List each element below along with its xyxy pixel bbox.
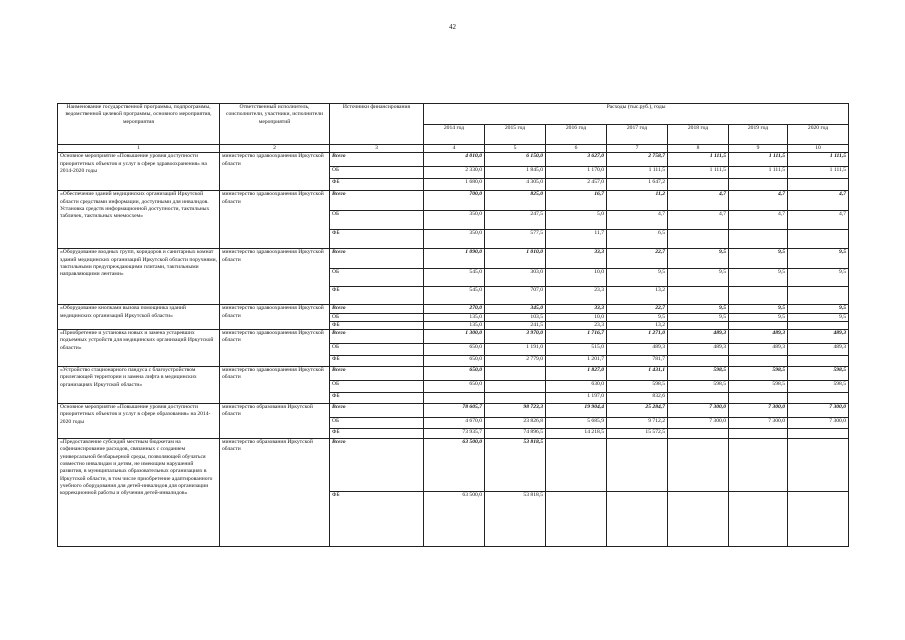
expense-value: 9,5 bbox=[607, 313, 668, 321]
expense-value bbox=[729, 321, 788, 329]
header-year: 2015 год bbox=[485, 125, 546, 145]
expense-value: 19 904,4 bbox=[546, 404, 607, 418]
expense-value: 1 716,7 bbox=[546, 330, 607, 344]
measure-executor: министерство образования Иркутской области bbox=[220, 439, 330, 547]
expense-value bbox=[485, 367, 546, 381]
column-index: 10 bbox=[788, 145, 849, 153]
expense-value bbox=[788, 321, 849, 329]
expense-value: 4 670,0 bbox=[424, 418, 485, 429]
funding-source: Всего bbox=[330, 330, 424, 344]
expense-value: 63 500,0 bbox=[424, 439, 485, 492]
column-index: 2 bbox=[220, 145, 330, 153]
expense-value: 489,3 bbox=[668, 344, 729, 356]
header-year: 2020 год bbox=[788, 125, 849, 145]
expense-value: 10,0 bbox=[546, 313, 607, 321]
header-year: 2019 год bbox=[729, 125, 788, 145]
expense-value: 4,7 bbox=[668, 211, 729, 230]
expense-value bbox=[668, 439, 729, 492]
expense-value: 650,0 bbox=[424, 344, 485, 356]
column-index: 7 bbox=[607, 145, 668, 153]
expense-value: 489,3 bbox=[607, 344, 668, 356]
expense-value: 1 111,5 bbox=[607, 167, 668, 179]
expense-value: 598,5 bbox=[788, 367, 849, 381]
expense-value: 3 970,0 bbox=[485, 330, 546, 344]
funding-source: ФБ bbox=[330, 287, 424, 305]
expense-value: 598,5 bbox=[607, 381, 668, 393]
expense-value: 33,3 bbox=[546, 305, 607, 313]
table-row bbox=[58, 404, 849, 418]
expense-value: 832,6 bbox=[607, 393, 668, 404]
expense-value: 103,5 bbox=[485, 313, 546, 321]
expense-value bbox=[668, 179, 729, 191]
expense-value: 4,7 bbox=[788, 191, 849, 211]
expense-value: 11,2 bbox=[607, 191, 668, 211]
funding-source: Всего bbox=[330, 404, 424, 418]
expense-value bbox=[729, 356, 788, 367]
expense-value bbox=[668, 287, 729, 305]
expense-value: 707,0 bbox=[485, 287, 546, 305]
funding-source: ФБ bbox=[330, 321, 424, 329]
header-year: 2016 год bbox=[546, 125, 607, 145]
expense-value bbox=[668, 321, 729, 329]
expense-value: 2 758,7 bbox=[607, 153, 668, 167]
expense-value: 1 010,0 bbox=[485, 249, 546, 269]
expense-value: 4,7 bbox=[788, 211, 849, 230]
funding-source: ФБ bbox=[330, 492, 424, 547]
expense-value: 9,5 bbox=[729, 249, 788, 269]
expense-value bbox=[729, 287, 788, 305]
expense-value: 577,5 bbox=[485, 230, 546, 249]
funding-source: ФБ bbox=[330, 429, 424, 439]
expense-value: 23,3 bbox=[546, 287, 607, 305]
expense-value: 23 826,8 bbox=[485, 418, 546, 429]
expense-value bbox=[788, 287, 849, 305]
expense-value: 1 271,0 bbox=[607, 330, 668, 344]
measure-executor: министерство здравоохранения Иркутской области bbox=[220, 249, 330, 305]
column-index: 9 bbox=[729, 145, 788, 153]
expense-value: 650,0 bbox=[424, 356, 485, 367]
expense-value: 9,5 bbox=[788, 269, 849, 287]
expense-value: 489,3 bbox=[668, 330, 729, 344]
expense-value: 303,0 bbox=[485, 269, 546, 287]
expense-value: 1 431,1 bbox=[607, 367, 668, 381]
expense-value: 98 723,3 bbox=[485, 404, 546, 418]
expense-value: 350,0 bbox=[424, 230, 485, 249]
expense-value: 6 150,0 bbox=[485, 153, 546, 167]
measure-name: «Обеспечение зданий медицинских организаций Иркутской области средствами информации, доступными для инвалидов. Установка средств информационной доступности, тактильных табличек, тактильных мнемосхем» bbox=[58, 191, 220, 249]
expense-value: 22,7 bbox=[607, 305, 668, 313]
expense-value: 598,5 bbox=[729, 381, 788, 393]
funding-source: ОБ bbox=[330, 269, 424, 287]
expense-value bbox=[788, 429, 849, 439]
measure-executor: министерство здравоохранения Иркутской области bbox=[220, 153, 330, 191]
table-row bbox=[58, 191, 849, 211]
measure-name: «Приобретение и установка новых и замена устаревших подъемных устройств для медицинских организаций Иркутской области» bbox=[58, 330, 220, 367]
expense-value: 4,7 bbox=[729, 191, 788, 211]
expense-value: 4 010,0 bbox=[424, 153, 485, 167]
expense-value: 345,0 bbox=[485, 305, 546, 313]
table-row bbox=[58, 439, 849, 492]
header-name: Наименование государственной программы, подпрограммы, ведомственной целевой программы, основного мероприятия, мероприятия bbox=[58, 104, 220, 145]
expense-value: 7 300,0 bbox=[668, 418, 729, 429]
column-index: 6 bbox=[546, 145, 607, 153]
expense-value: 1 680,0 bbox=[424, 179, 485, 191]
funding-source: ОБ bbox=[330, 381, 424, 393]
expense-value: 489,3 bbox=[788, 330, 849, 344]
expense-value bbox=[668, 429, 729, 439]
expense-value: 9,5 bbox=[668, 313, 729, 321]
expense-value: 4,7 bbox=[668, 191, 729, 211]
funding-source: Всего bbox=[330, 249, 424, 269]
expense-value: 14 218,5 bbox=[546, 429, 607, 439]
expense-value bbox=[607, 439, 668, 492]
expense-value bbox=[788, 393, 849, 404]
expense-value: 13,2 bbox=[607, 321, 668, 329]
expense-value: 53 818,5 bbox=[485, 439, 546, 492]
expense-value: 73 935,7 bbox=[424, 429, 485, 439]
expense-value: 7 300,0 bbox=[788, 404, 849, 418]
expense-value: 74 896,5 bbox=[485, 429, 546, 439]
expense-value: 598,5 bbox=[668, 367, 729, 381]
expense-value: 4,7 bbox=[729, 211, 788, 230]
expense-value: 9,5 bbox=[729, 313, 788, 321]
expense-value: 7 300,0 bbox=[668, 404, 729, 418]
expense-value bbox=[729, 393, 788, 404]
expense-value: 23,3 bbox=[546, 321, 607, 329]
header-year: 2017 год bbox=[607, 125, 668, 145]
funding-source: ОБ bbox=[330, 167, 424, 179]
measure-executor: министерство здравоохранения Иркутской области bbox=[220, 330, 330, 367]
expense-value: 25 284,7 bbox=[607, 404, 668, 418]
expense-value: 1 090,0 bbox=[424, 249, 485, 269]
expense-value: 135,0 bbox=[424, 313, 485, 321]
funding-source: ОБ bbox=[330, 344, 424, 356]
expense-value: 9,5 bbox=[668, 249, 729, 269]
measure-executor: министерство здравоохранения Иркутской области bbox=[220, 367, 330, 404]
expense-value: 650,0 bbox=[424, 367, 485, 381]
expense-value: 9,5 bbox=[788, 313, 849, 321]
expense-value: 1 300,0 bbox=[424, 330, 485, 344]
expense-value bbox=[788, 230, 849, 249]
expense-value: 1 191,0 bbox=[485, 344, 546, 356]
measure-name: Основное мероприятие «Повышение уровня доступности приоритетных объектов и услуг в сфере образования» на 2014-2020 годы bbox=[58, 404, 220, 439]
expense-value: 4 305,0 bbox=[485, 179, 546, 191]
header-executor: Ответственный исполнитель, соисполнители, участники, исполнители мероприятий bbox=[220, 104, 330, 145]
expense-value: 515,0 bbox=[546, 344, 607, 356]
expense-value: 630,0 bbox=[546, 381, 607, 393]
expense-value: 16,7 bbox=[546, 191, 607, 211]
measure-name: «Устройство стационарного пандуса с благоустройством прилегающей территории и замена лифта в медицинских организациях Иркутской области» bbox=[58, 367, 220, 404]
expense-value: 7 300,0 bbox=[729, 418, 788, 429]
table-row bbox=[58, 330, 849, 344]
expense-value: 1 647,2 bbox=[607, 179, 668, 191]
expense-value: 598,5 bbox=[788, 381, 849, 393]
header-source: Источники финансирования bbox=[330, 104, 424, 145]
column-index: 3 bbox=[330, 145, 424, 153]
expense-value: 7 300,0 bbox=[788, 418, 849, 429]
header-expenses: Расходы (тыс.руб.), годы bbox=[424, 104, 849, 125]
column-index: 4 bbox=[424, 145, 485, 153]
page-number: 42 bbox=[449, 23, 456, 31]
funding-source: ФБ bbox=[330, 356, 424, 367]
funding-source: Всего bbox=[330, 439, 424, 492]
expense-value: 9,5 bbox=[729, 269, 788, 287]
table-row bbox=[58, 305, 849, 313]
expense-value bbox=[729, 429, 788, 439]
expense-value: 7 300,0 bbox=[729, 404, 788, 418]
expense-value: 1 111,5 bbox=[668, 167, 729, 179]
expense-value: 5,0 bbox=[546, 211, 607, 230]
expense-value: 5 685,9 bbox=[546, 418, 607, 429]
table-row bbox=[58, 249, 849, 269]
expense-value: 78 605,7 bbox=[424, 404, 485, 418]
measure-executor: министерство образования Иркутской области bbox=[220, 404, 330, 439]
expense-value bbox=[546, 439, 607, 492]
funding-source: ФБ bbox=[330, 179, 424, 191]
expense-value: 9,5 bbox=[668, 269, 729, 287]
expense-value: 13,2 bbox=[607, 287, 668, 305]
measure-name: Основное мероприятие «Повышение уровня доступности приоритетных объектов и услуг в сфере здравоохранения» на 2014-2020 годы bbox=[58, 153, 220, 191]
expense-value: 1 111,5 bbox=[788, 153, 849, 167]
expense-value: 825,0 bbox=[485, 191, 546, 211]
expense-value bbox=[729, 439, 788, 492]
expense-value: 700,0 bbox=[424, 191, 485, 211]
expense-value: 135,0 bbox=[424, 321, 485, 329]
expense-value: 545,0 bbox=[424, 287, 485, 305]
funding-source: ФБ bbox=[330, 393, 424, 404]
expense-value bbox=[485, 381, 546, 393]
expense-value: 4,7 bbox=[607, 211, 668, 230]
expense-value bbox=[788, 439, 849, 492]
funding-source: ОБ bbox=[330, 418, 424, 429]
expense-value bbox=[546, 492, 607, 547]
expense-value: 1 201,7 bbox=[546, 356, 607, 367]
expense-value: 1 827,0 bbox=[546, 367, 607, 381]
expense-value: 650,0 bbox=[424, 381, 485, 393]
expense-value bbox=[485, 393, 546, 404]
measure-executor: министерство здравоохранения Иркутской области bbox=[220, 191, 330, 249]
expense-value: 1 197,0 bbox=[546, 393, 607, 404]
expense-value: 350,0 bbox=[424, 211, 485, 230]
expense-value: 22,7 bbox=[607, 249, 668, 269]
expense-value: 33,3 bbox=[546, 249, 607, 269]
expense-value: 9,5 bbox=[788, 249, 849, 269]
expense-value: 1 845,0 bbox=[485, 167, 546, 179]
expense-value: 9 712,2 bbox=[607, 418, 668, 429]
expense-value bbox=[788, 179, 849, 191]
expense-value bbox=[668, 230, 729, 249]
measure-name: «Предоставление субсидий местным бюджетам на софинансирование расходов, связанных с созданием универсальной безбарьерной среды, позволяющей обучаться совместно инвалидам и детям, не имеющим нарушений развития, в муниципальных образовательных организациях в Иркутской области, в том числе приобретение адаптированного учебного оборудования для детей-инвалидов для организации коррекционной работы и обучения детей-инвалидов» bbox=[58, 439, 220, 547]
expense-value bbox=[729, 230, 788, 249]
expense-value: 9,5 bbox=[607, 269, 668, 287]
expense-value: 598,5 bbox=[729, 367, 788, 381]
expense-value: 2 330,0 bbox=[424, 167, 485, 179]
expense-value: 9,5 bbox=[788, 305, 849, 313]
table-row bbox=[58, 367, 849, 381]
expense-value bbox=[729, 179, 788, 191]
expenses-table bbox=[57, 103, 849, 547]
expense-value: 9,5 bbox=[668, 305, 729, 313]
expense-value: 63 500,0 bbox=[424, 492, 485, 547]
measure-name: «Оборудование входных групп, коридоров и санитарных комнат зданий медицинских организаций Иркутской области поручнями, тактильными предупреждающими плитами, тактильными направляющими лентами» bbox=[58, 249, 220, 305]
funding-source: Всего bbox=[330, 305, 424, 313]
expense-value: 6,5 bbox=[607, 230, 668, 249]
expense-value bbox=[607, 492, 668, 547]
expense-value bbox=[788, 356, 849, 367]
expense-value: 15 572,5 bbox=[607, 429, 668, 439]
expense-value: 241,5 bbox=[485, 321, 546, 329]
expense-value bbox=[729, 492, 788, 547]
expense-value: 598,5 bbox=[668, 381, 729, 393]
expense-value: 9,5 bbox=[729, 305, 788, 313]
header-year: 2018 год bbox=[668, 125, 729, 145]
expense-value: 3 627,0 bbox=[546, 153, 607, 167]
expense-value: 1 111,5 bbox=[788, 167, 849, 179]
expense-value: 1 170,0 bbox=[546, 167, 607, 179]
column-index: 8 bbox=[668, 145, 729, 153]
expense-value: 1 111,5 bbox=[668, 153, 729, 167]
expense-value bbox=[668, 393, 729, 404]
expense-value bbox=[668, 492, 729, 547]
expense-value: 489,3 bbox=[729, 344, 788, 356]
expense-value: 781,7 bbox=[607, 356, 668, 367]
funding-source: Всего bbox=[330, 191, 424, 211]
table-row bbox=[58, 153, 849, 167]
expense-value: 2 457,0 bbox=[546, 179, 607, 191]
expense-value: 270,0 bbox=[424, 305, 485, 313]
funding-source: ФБ bbox=[330, 230, 424, 249]
expense-value: 11,7 bbox=[546, 230, 607, 249]
expense-value bbox=[668, 356, 729, 367]
header-year: 2014 год bbox=[424, 125, 485, 145]
expense-value: 489,3 bbox=[788, 344, 849, 356]
column-index: 5 bbox=[485, 145, 546, 153]
funding-source: Всего bbox=[330, 367, 424, 381]
expense-value bbox=[424, 393, 485, 404]
funding-source: ОБ bbox=[330, 313, 424, 321]
funding-source: ОБ bbox=[330, 211, 424, 230]
measure-name: «Оборудование кнопками вызова помощника зданий медицинских организаций Иркутской области» bbox=[58, 305, 220, 330]
column-index: 1 bbox=[58, 145, 220, 153]
expense-value: 545,0 bbox=[424, 269, 485, 287]
expense-value: 10,0 bbox=[546, 269, 607, 287]
measure-executor: министерство здравоохранения Иркутской области bbox=[220, 305, 330, 330]
expense-value: 1 111,5 bbox=[729, 153, 788, 167]
expense-value: 53 818,5 bbox=[485, 492, 546, 547]
expense-value: 2 779,0 bbox=[485, 356, 546, 367]
expense-value bbox=[788, 492, 849, 547]
expense-value: 1 111,5 bbox=[729, 167, 788, 179]
funding-source: Всего bbox=[330, 153, 424, 167]
expense-value: 489,3 bbox=[729, 330, 788, 344]
expense-value: 247,5 bbox=[485, 211, 546, 230]
